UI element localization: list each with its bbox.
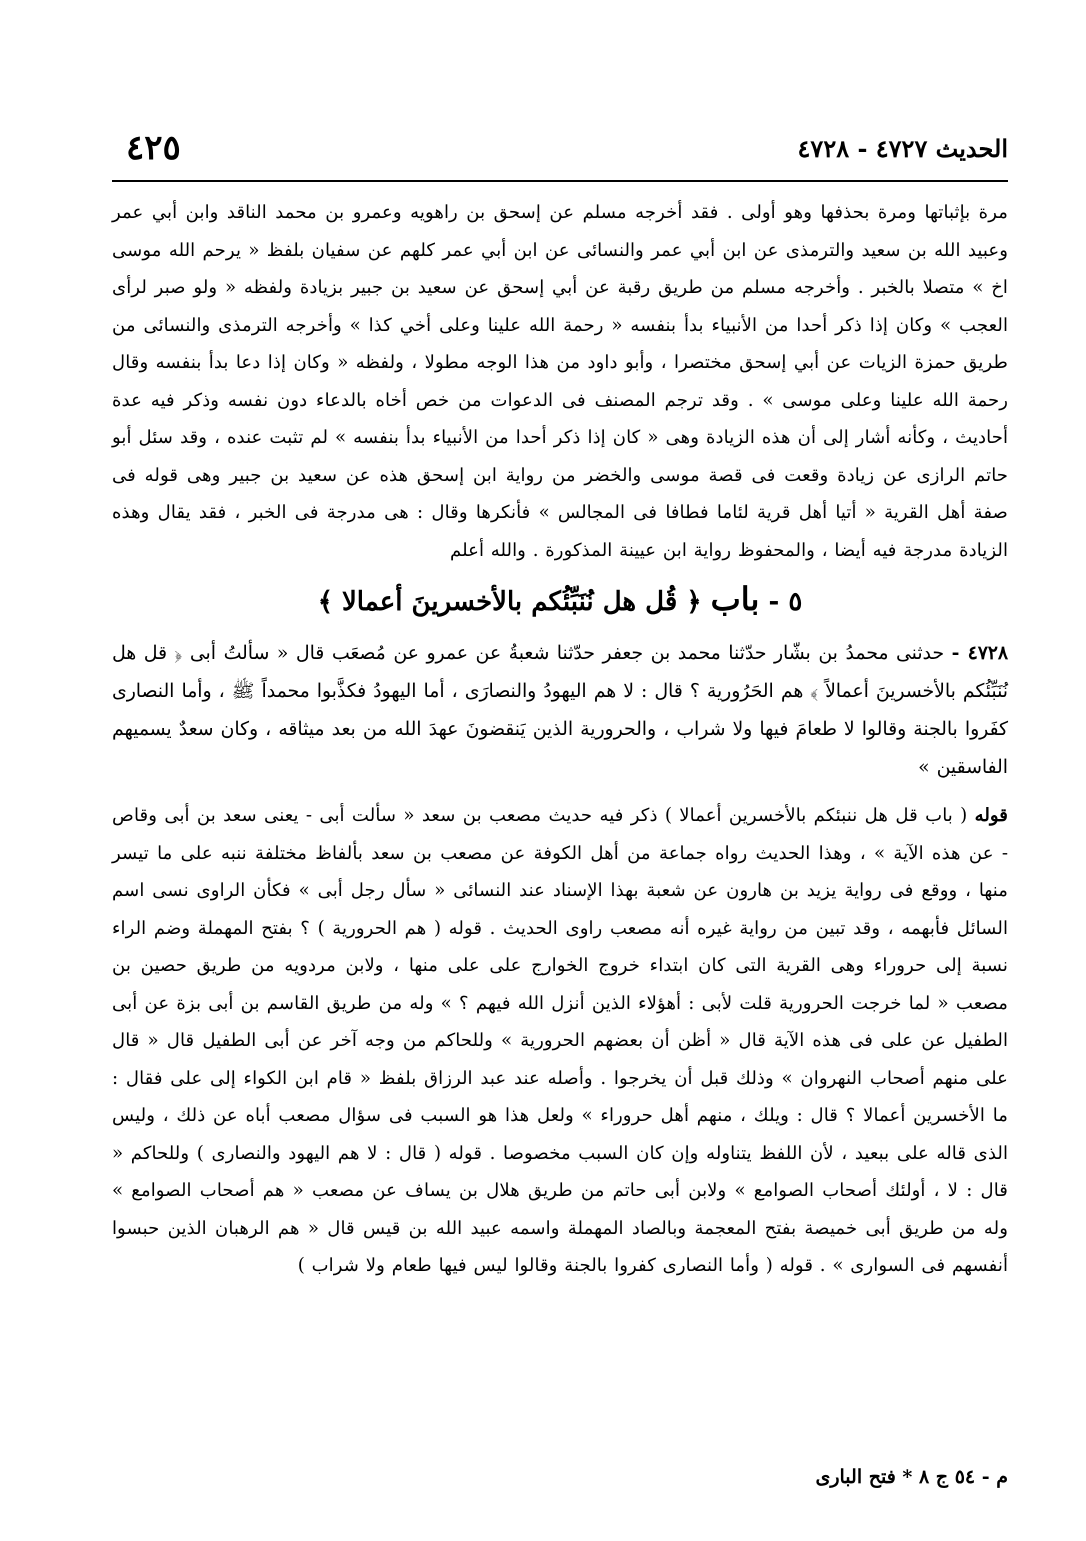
page-number: ٤٢٥ [126,128,181,168]
hadith-number: ٤٧٢٨ - [951,642,1008,664]
commentary-paragraph [112,797,1008,1285]
commentary-text: ( باب قل هل ننبئكم بالأخسرين أعمالا ) ذكر فيه حديث مصعب بن سعد « سألت أبى - يعنى سعد بن أبى وقاص - عن هذه الآية » ، وهذا الحديث رواه جماعة من أهل الكوفة عن مصعب بن سعد بألفاظ مختلفة ننبه على ما تيسر منها ، ووقع فى رواية يزيد بن هارون عن شعبة بهذا الإسناد عند النسائى « سأل رجل أبى » فكأن الراوى نسى اسم السائل فأبهمه ، وقد تبين من رواية غيره أنه مصعب راوى الحديث . قوله ( هم الحرورية ) ؟ بفتح المهملة وضم الراء نسبة إلى حروراء وهى القرية التى كان ابتداء خروج الخوارج على على منها ، ولابن مردويه من طريق حصين بن مصعب « لما خرجت الحرورية قلت لأبى : أهؤلاء الذين أنزل الله فيهم ؟ » وله من طريق القاسم بن أبى بزة عن أبى الطفيل عن على فى هذه الآية قال « أظن أن بعضهم الحرورية » وللحاكم من وجه آخر عن أبى الطفيل قال « قال على منهم أصحاب النهروان » وذلك قبل أن يخرجوا . وأصله عند عبد الرزاق بلفظ « قام ابن الكواء إلى على فقال : ما الأخسرين أعمالا ؟ قال : ويلك ، منهم أهل حروراء » ولعل هذا هو السبب فى سؤال مصعب أباه عن ذلك ، وليس الذى قاله على ببعيد ، لأن اللفظ يتناوله وإن كان السبب مخصوصا . قوله ( قال : لا هم اليهود والنصارى ) وللحاكم « قال : لا ، أولئك أصحاب الصوامع » ولابن أبى حاتم من طريق هلال بن يساف عن مصعب « هم أصحاب الصوامع » وله من طريق أبى خميصة بفتح المعجمة وبالصاد المهملة واسمه عبيد الله بن قيس قال « هم الرهبان الذين حبسوا أنفسهم فى السوارى » . قوله ( وأما النصارى كفروا بالجنة وقالوا ليس فيها طعام ولا شراب ) [112,805,1008,1276]
chapter-label: باب [710,580,760,618]
hadith-text-block [112,634,1008,787]
chapter-title: ﴿ قُل هل نُنَبِّئُكم بالأخسرينَ أعمالا ﴾ [317,587,702,617]
hadith-text: حدثنى محمدُ بن بشّار حدّثنا محمد بن جعفر حدّثنا شعبةُ عن عمرو عن مُصعَب قال « سألتُ أبى ﴿ قل هل نُنَبِّئُكم بالأخسرينَ أعمالاً ﴾ هم الحَرُورية ؟ قال : لا هم اليهودُ والنصارَى ، أما اليهودُ فكذَّبوا محمداً ﷺ ، وأما النصارى كفَروا بالجنة وقالوا لا طعامَ فيها ولا شراب ، والحرورية الذين يَنقضونَ عهدَ الله من بعد ميثاقه ، وكان سعدٌ يسميهم الفاسقين » [112,643,1008,778]
header-rule [112,180,1008,182]
top-paragraph: مرة بإثباتها ومرة بحذفها وهو أولى . فقد أخرجه مسلم عن إسحق بن راهويه وعمرو بن محمد الناقد وابن أبي عمر وعبيد الله بن سعيد والترمذى عن ابن أبي عمر والنسائى عن ابن أبي عمر كلهم عن سفيان بلفظ « يرحم الله موسى اخ » متصلا بالخبر . وأخرجه مسلم من طريق رقبة عن أبي إسحق عن سعيد بن جبير بزيادة ولفظه « ولو صبر لرأى العجب » وكان إذا ذكر أحدا من الأنبياء بدأ بنفسه « رحمة الله علينا وعلى أخي كذا » وأخرجه الترمذى والنسائى من طريق حمزة الزيات عن أبي إسحق مختصرا ، وأبو داود من هذا الوجه مطولا ، ولفظه « وكان إذا دعا بدأ بنفسه وقال رحمة الله علينا وعلى موسى » . وقد ترجم المصنف فى الدعوات من خص أخاه بالدعاء دون نفسه وذكر فيه عدة أحاديث ، وكأنه أشار إلى أن هذه الزيادة وهى « كان إذا ذكر أحدا من الأنبياء بدأ بنفسه » لم تثبت عنده ، وقد سئل أبو حاتم الرازى عن زيادة وقعت فى قصة موسى والخضر من رواية ابن إسحق هذه عن سعيد بن جبير وهى قوله فى صفة أهل القرية « أتيا أهل قرية لئاما فطافا فى المجالس » فأنكرها وقال : هى مدرجة فى الخبر ، فقد يقال وهذه الزيادة مدرجة فيه أيضا ، والمحفوظ رواية ابن عيينة المذكورة . والله أعلم [112,202,1008,561]
page-header [112,128,1008,180]
footer-signature: م - ٥٤ ج ٨ * فتح البارى [815,1466,1008,1488]
chapter-number: ٥ - [768,587,803,617]
running-title: الحديث ٤٧٢٧ - ٤٧٢٨ [797,134,1008,163]
commentary-lead: قوله [974,805,1008,826]
page [112,128,1008,1488]
chapter-heading [112,571,1008,630]
